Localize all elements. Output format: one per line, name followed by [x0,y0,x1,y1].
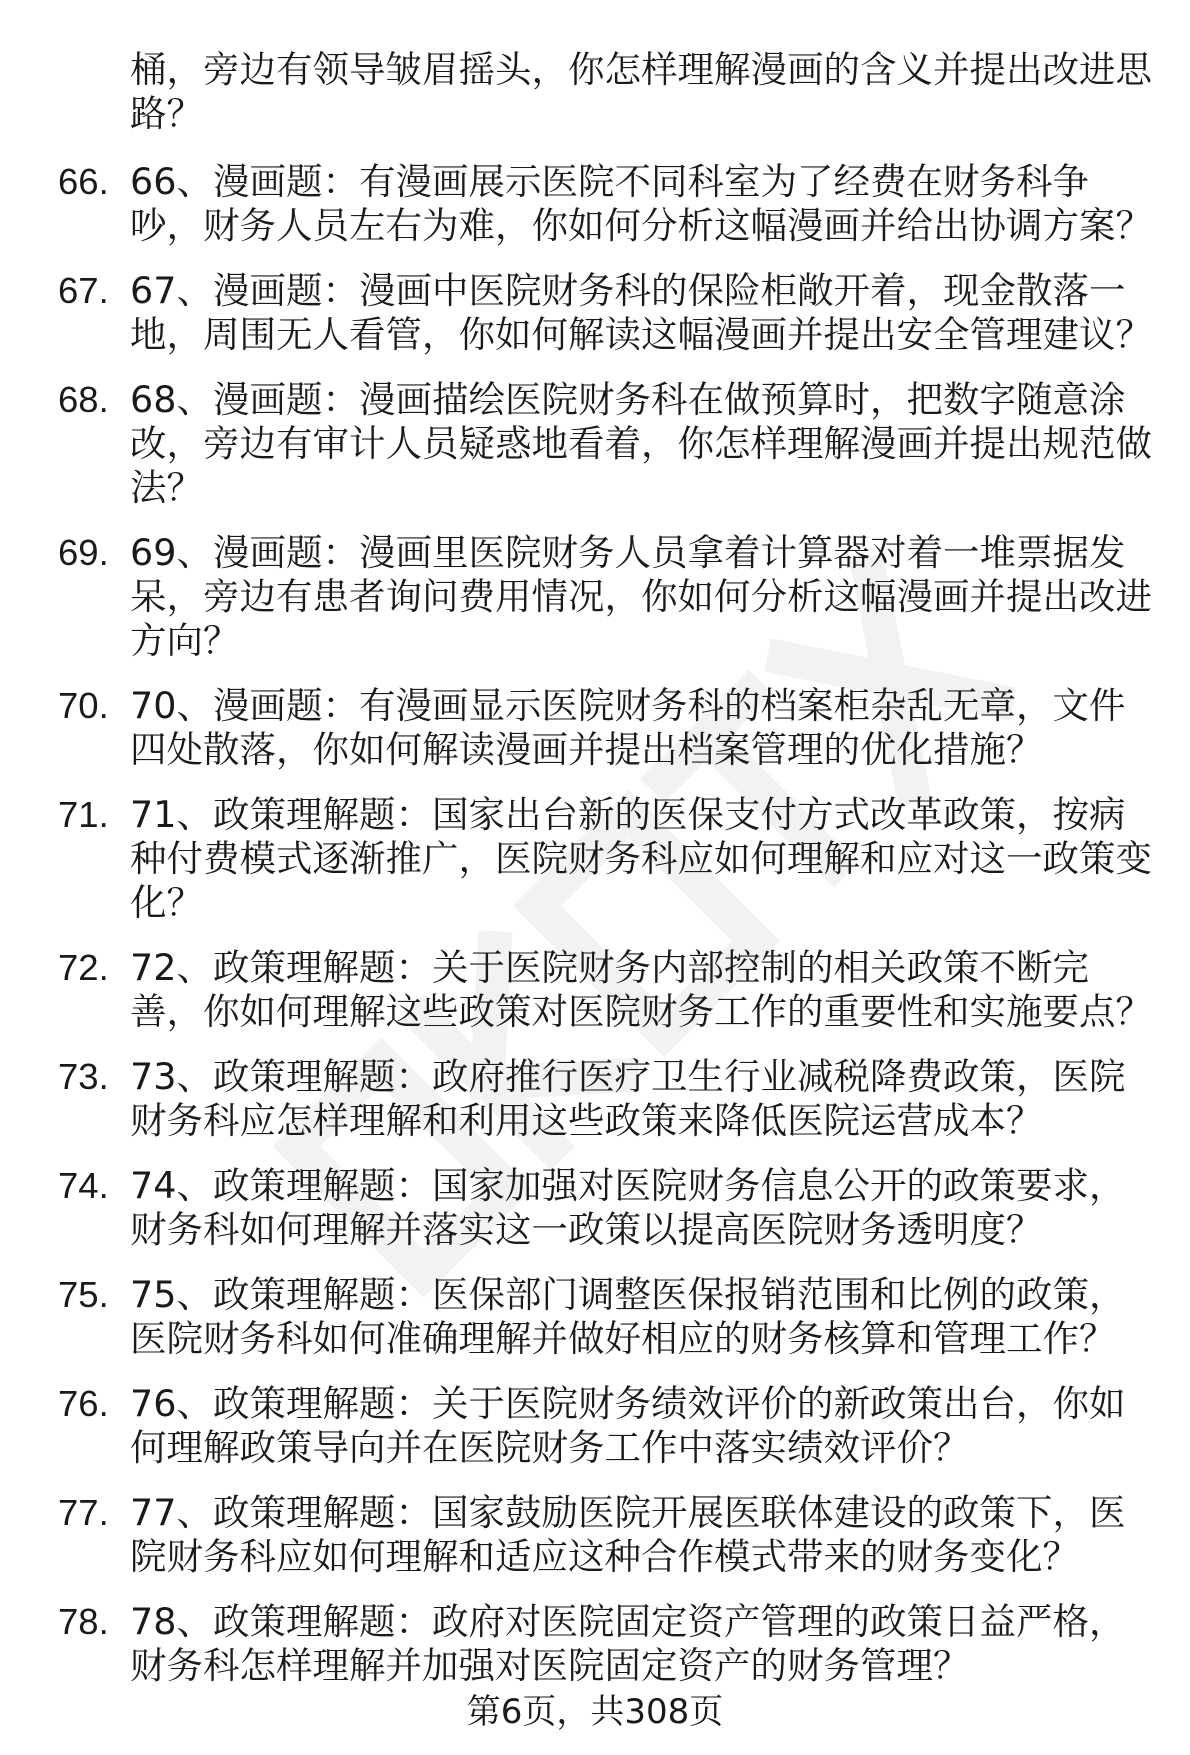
item-text: 74、政策理解题：国家加强对医院财务信息公开的政策要求，财务科如何理解并落实这一政策以提高医院财务透明度？ [130,1164,1126,1251]
item-number: 69. [58,532,109,573]
list-item [0,1055,1190,1143]
list-item [0,378,1190,510]
item-number: 74. [58,1165,109,1206]
item-number: 71. [58,794,109,835]
list-item [0,1273,1190,1361]
item-text: 78、政策理解题：政府对医院固定资产管理的政策日益严格，财务科怎样理解并加强对医院固定资产的财务管理？ [130,1600,1126,1687]
item-number: 77. [58,1492,109,1533]
item-number: 76. [58,1383,109,1424]
item-text: 76、政策理解题：关于医院财务绩效评价的新政策出台，你如何理解政策导向并在医院财务工作中落实绩效评价？ [130,1382,1126,1469]
item-text: 67、漫画题：漫画中医院财务科的保险柜敞开着，现金散落一地，周围无人看管，你如何解读这幅漫画并提出安全管理建议？ [130,269,1152,356]
item-text: 70、漫画题：有漫画显示医院财务科的档案柜杂乱无章，文件四处散落，你如何解读漫画并提出档案管理的优化措施？ [130,684,1126,771]
question-list [0,160,1190,1709]
page-footer: 第6页，共308页 [466,1692,724,1732]
list-item [0,1491,1190,1579]
list-item [0,531,1190,663]
item-text: 77、政策理解题：国家鼓励医院开展医联体建设的政策下，医院财务科应如何理解和适应这种合作模式带来的财务变化？ [130,1491,1126,1578]
item-number: 66. [58,161,109,202]
item-text: 73、政策理解题：政府推行医疗卫生行业减税降费政策，医院财务科应怎样理解和利用这些政策来降低医院运营成本？ [130,1055,1126,1142]
list-item [0,1164,1190,1252]
item-number: 78. [58,1601,109,1642]
list-item [0,1382,1190,1470]
item-text: 71、政策理解题：国家出台新的医保支付方式改革政策，按病种付费模式逐渐推广，医院财务科应如何理解和应对这一政策变化？ [130,793,1152,924]
list-item [0,160,1190,248]
list-item [0,684,1190,772]
item-number: 67. [58,270,109,311]
question-continuation: 桶，旁边有领导皱眉摇头，你怎样理解漫画的含义并提出改进思路？ [130,48,1152,135]
list-item [0,946,1190,1034]
item-number: 70. [58,685,109,726]
item-number: 72. [58,947,109,988]
item-text: 66、漫画题：有漫画展示医院不同科室为了经费在财务科争吵，财务人员左右为难，你如何分析这幅漫画并给出协调方案？ [130,160,1152,247]
item-number: 68. [58,379,109,420]
item-number: 73. [58,1056,109,1097]
item-text: 68、漫画题：漫画描绘医院财务科在做预算时，把数字随意涂改，旁边有审计人员疑惑地看着，你怎样理解漫画并提出规范做法？ [130,378,1152,509]
item-text: 75、政策理解题：医保部门调整医保报销范围和比例的政策，医院财务科如何准确理解并做好相应的财务核算和管理工作？ [130,1273,1126,1360]
item-number: 75. [58,1274,109,1315]
list-item [0,1600,1190,1688]
list-item [0,793,1190,925]
item-text: 69、漫画题：漫画里医院财务人员拿着计算器对着一堆票据发呆，旁边有患者询问费用情况，你如何分析这幅漫画并提出改进方向？ [130,531,1152,662]
item-text: 72、政策理解题：关于医院财务内部控制的相关政策不断完善，你如何理解这些政策对医院财务工作的重要性和实施要点？ [130,946,1152,1033]
list-item [0,269,1190,357]
